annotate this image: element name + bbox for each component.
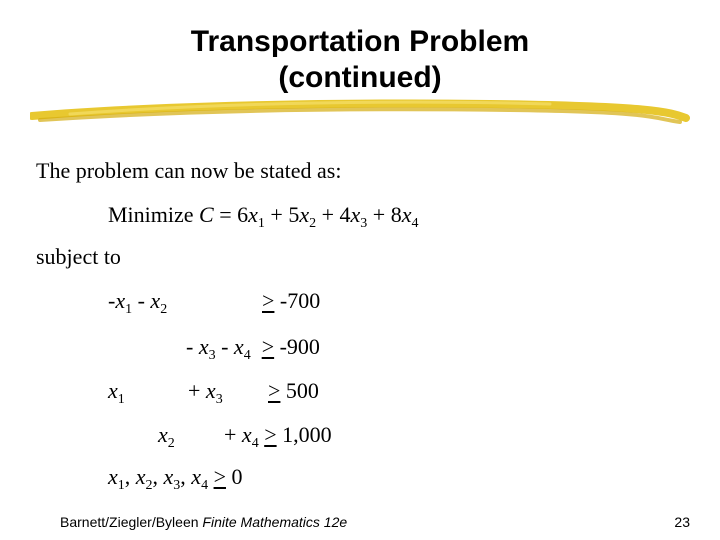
constraint-3-rhs: > 500	[268, 378, 319, 403]
constraint-4-x2: $x_2$	[158, 422, 175, 451]
footer-authors: Barnett/Ziegler/Byleen	[60, 514, 203, 530]
constraint-3-x1: $x_1$	[108, 378, 125, 407]
nonnegativity-constraint: $x_1$, $x_2$, $x_3$, $x_4 > 0$	[108, 464, 243, 493]
footer-book-title: Finite Mathematics 12e	[202, 514, 348, 530]
constraint-1-rhs: > -700	[262, 288, 321, 313]
constraint-1-lhs: $-x_1 - x_2$	[108, 288, 168, 317]
intro-text: The problem can now be stated as:	[36, 158, 342, 183]
footer-citation	[60, 514, 347, 530]
page-number: 23	[674, 514, 690, 530]
constraint-2: - $x_3 - x_4 > -900$	[186, 334, 320, 363]
objective-function: Minimize $C = 6x_1 + 5x_2 + 4x_3 + 8x_4$	[108, 202, 419, 231]
constraint-4-rest: + $x_4 > 1,000$	[224, 422, 332, 451]
constraint-3-x3: + $x_3$	[188, 378, 223, 407]
title-line-1: Transportation Problem	[190, 25, 530, 58]
highlighter-stroke-decoration	[30, 96, 690, 126]
subject-to-label: subject to	[36, 244, 121, 269]
slide-title	[0, 24, 720, 96]
title-line-2: (continued)	[278, 61, 442, 94]
